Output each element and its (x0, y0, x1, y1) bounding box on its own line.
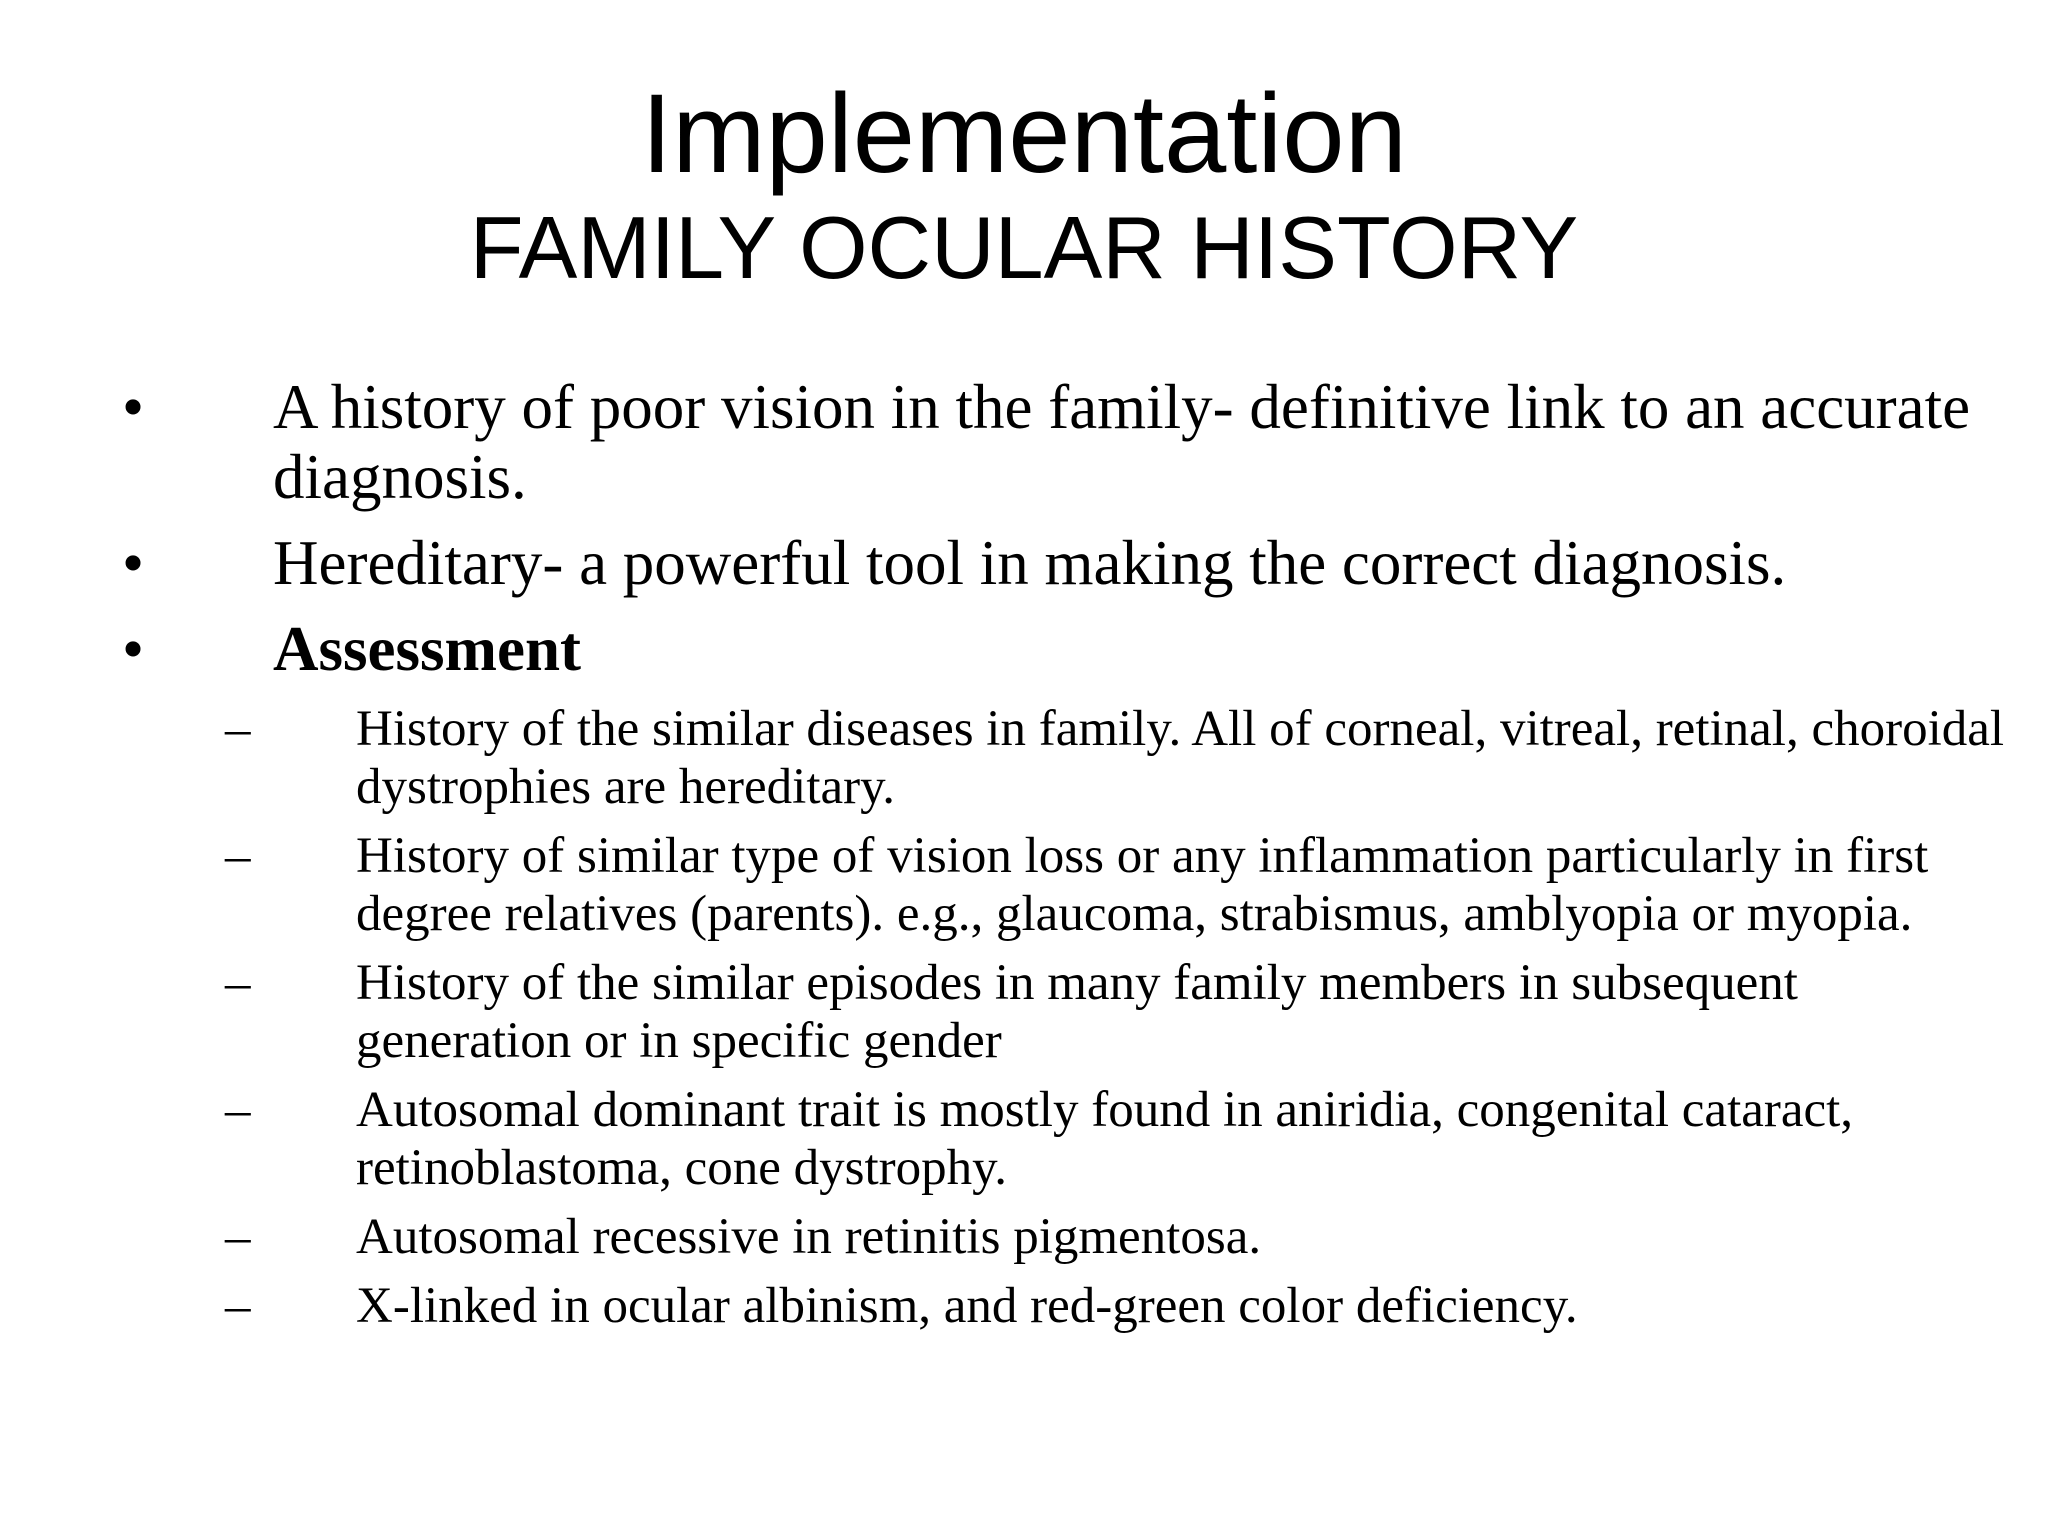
bullet-item (0, 528, 2048, 598)
sub-bullet-item (0, 1277, 2048, 1335)
dash-marker: – (225, 955, 251, 1011)
sub-bullet-item (0, 1081, 2048, 1197)
sub-bullet-text: Autosomal dominant trait is mostly found in aniridia, congenital cataract, retinoblastoma, cone dystrophy. (356, 1082, 1854, 1196)
sub-bullet-item (0, 700, 2048, 816)
dash-marker: – (225, 1209, 251, 1265)
sub-bullet-item (0, 1208, 2048, 1266)
bullet-text: A history of poor vision in the family- definitive link to an accurate diagnosis. (273, 372, 1971, 512)
sub-bullet-text: History of similar type of vision loss or any inflammation particularly in first degree relatives (parents). e.g., glaucoma, strabismus, amblyopia or myopia. (356, 828, 1929, 942)
sub-bullet-text: History of the similar diseases in family. All of corneal, vitreal, retinal, choroidal dystrophies are hereditary. (356, 701, 2005, 815)
slide-subtitle: FAMILY OCULAR HISTORY (469, 198, 1579, 297)
bullet-marker: • (122, 528, 145, 598)
slide-content (0, 372, 2048, 1346)
bullet-heading: Assessment (273, 614, 581, 684)
dash-marker: – (225, 701, 251, 757)
bullet-item-assessment (0, 614, 2048, 684)
bullet-item (0, 372, 2048, 512)
sub-bullet-item (0, 954, 2048, 1070)
slide-title: Implementation (641, 71, 1407, 196)
dash-marker: – (225, 1082, 251, 1138)
slide-title-block (0, 71, 2048, 297)
dash-marker: – (225, 1278, 251, 1334)
sub-bullet-text: X-linked in ocular albinism, and red-green color deficiency. (356, 1278, 1578, 1334)
bullet-marker: • (122, 614, 145, 684)
sub-bullet-text: History of the similar episodes in many family members in subsequent generation or in specific gender (356, 955, 1798, 1069)
sub-bullet-item (0, 827, 2048, 943)
sub-bullet-text: Autosomal recessive in retinitis pigmentosa. (356, 1209, 1262, 1265)
bullet-marker: • (122, 372, 145, 442)
bullet-text: Hereditary- a powerful tool in making the correct diagnosis. (273, 528, 1787, 598)
dash-marker: – (225, 828, 251, 884)
